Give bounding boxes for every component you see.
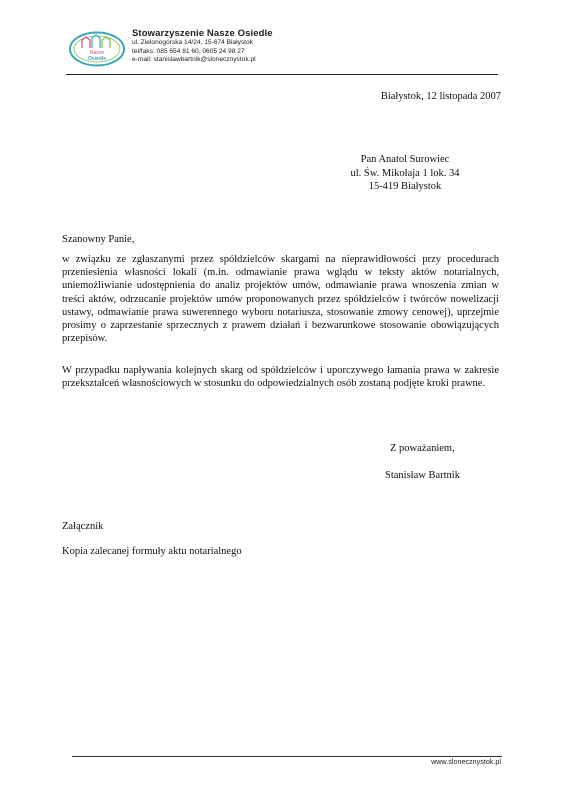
organization-phone: tel/faks: 085 654 81 60, 0605 24 98 27: [132, 47, 245, 55]
recipient-name: Pan Anatol Surowiec: [360, 154, 450, 165]
footer-website: www.slonecznystok.pl: [431, 757, 501, 766]
body-paragraph-2: W przypadku napływania kolejnych skarg od spółdzielców i uporczywego łamania prawa w zakresie przekształceń własnościowych w stosunku do odpowiedzialnych osób zostaną podjęte kroki prawne.: [62, 365, 499, 390]
organization-email: e-mail: stanislawbartnik@slonecznystok.pl: [132, 56, 256, 63]
recipient-city: 15-419 Białystok: [368, 181, 442, 192]
nasze-osiedle-logo: [68, 30, 128, 68]
organization-name: Stowarzyszenie Nasze Osiedle: [132, 28, 273, 39]
body-paragraph-1: w związku ze zgłaszanymi przez spółdzielców skargami na nieprawidłowości przy procedurach przeniesienia własności lokali (m.in. odmawianie prawa wglądu w teksty aktów notarialnych, uniemożliwianie udostępnienia do analiz projektów umów, odmawianie prawa wnoszenia zmian w treści aktów, odrzucanie projektów umów proponowanych przez spółdzielców i twórców nowelizacji ustawy, odmawianie prawa suwerennego wyboru notariusza, stosowanie zmowy cenowej), uprzejmie prosimy o zaprzestanie sprzecznych z prawem działań i bezwarunkowe stosowanie obowiązujących przepisów.: [62, 254, 499, 345]
attachment-item: Kopia zalecanej formuły aktu notarialnego: [62, 546, 242, 557]
organization-address: ul. Zielonogórska 14/24, 15-674 Białystok: [132, 39, 253, 46]
organization-info: [132, 28, 273, 65]
recipient-street: ul. Św. Mikołaja 1 lok. 34: [350, 167, 460, 179]
letterhead: [68, 28, 500, 74]
attachment-label: Załącznik: [62, 521, 104, 532]
letter-date: Białystok, 12 listopada 2007: [380, 91, 501, 102]
salutation: Szanowny Panie,: [62, 234, 135, 245]
closing: Z poważaniem,: [390, 443, 455, 454]
logo-text-top: Nasze: [89, 50, 105, 56]
logo-text-bottom: Osiedle: [87, 56, 107, 62]
recipient-address: [340, 153, 470, 194]
signature-name: Stanisław Bartnik: [385, 470, 460, 481]
header-divider: [66, 74, 498, 75]
